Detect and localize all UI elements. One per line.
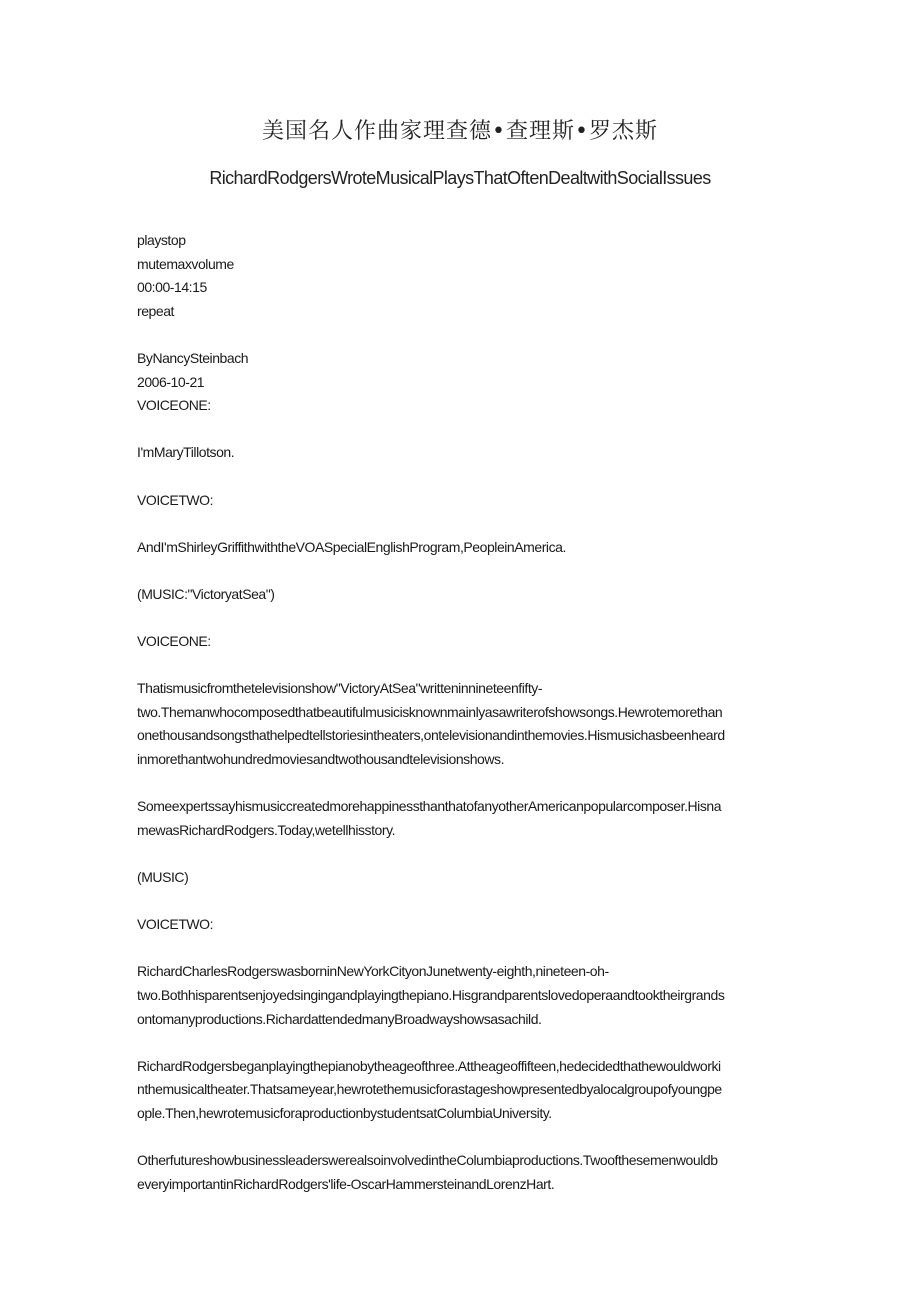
paragraph: [137, 1055, 787, 1126]
paragraph: [137, 960, 787, 1031]
time-readout: 00:00-14:15: [137, 279, 207, 296]
paragraph-line: everyimportantinRichardRodgers'life-OscarHammersteinandLorenzHart.: [137, 1175, 555, 1192]
page-title-chinese: 美国名人作曲家理查德•查理斯•罗杰斯: [262, 119, 658, 144]
article-body: [137, 229, 787, 1196]
paragraph: [137, 677, 787, 771]
dialogue-line: I'mMaryTillotson.: [137, 444, 235, 461]
byline: ByNancySteinbach: [137, 349, 249, 366]
paragraph-line: ontomanyproductions.RichardattendedmanyBroadwayshowsasachild.: [137, 1010, 542, 1027]
paragraph-line: inmorethantwohundredmoviesandtwothousandtelevisionshows.: [137, 751, 505, 768]
paragraph: [137, 795, 787, 842]
paragraph-line: two.Bothhisparentsenjoyedsingingandplayingthepiano.Hisgrandparentslovedoperaandtooktheirgrands: [137, 987, 725, 1003]
repeat-text: repeat: [137, 302, 174, 319]
speaker-label: VOICETWO:: [137, 916, 214, 933]
date: 2006-10-21: [137, 373, 205, 390]
page-title-english: RichardRodgersWroteMusicalPlaysThatOftenDealtwithSocialIssues: [209, 168, 711, 188]
paragraph-line: two.Themanwhocomposedthatbeautifulmusicisknownmainlyasawriterofshowsongs.Hewrotemorethan: [137, 703, 723, 720]
paragraph-line: OtherfutureshowbusinessleaderswerealsoinvolvedintheColumbiaproductions.Twoofthesemenwouldb: [137, 1152, 718, 1169]
mute-volume-text: mutemaxvolume: [137, 255, 234, 272]
paragraph-line: ople.Then,hewrotemusicforaproductionbystudentsatColumbiaUniversity.: [137, 1104, 552, 1121]
paragraph-line: mewasRichardRodgers.Today,wetellhisstory.: [137, 821, 396, 838]
music-cue: (MUSIC:"VictoryatSea"): [137, 585, 275, 602]
paragraph-line: RichardCharlesRodgerswasborninNewYorkCityonJunetwenty-eighth,nineteen-oh-: [137, 963, 609, 980]
paragraph-line: SomeexpertssayhismusiccreatedmorehappinessthanthatofanyotherAmericanpopularcomposer.Hisna: [137, 798, 722, 815]
paragraph-line: onethousandsongsthathelpedtellstoriesintheaters,ontelevisionandinthemovies.Hismusichasbeenheard: [137, 727, 725, 744]
paragraph-line: RichardRodgersbeganplayingthepianobytheageofthree.Attheageoffifteen,hedecidedthathewouldworki: [137, 1057, 721, 1074]
paragraph: [137, 1149, 787, 1196]
speaker-label: VOICETWO:: [137, 491, 214, 508]
music-cue: (MUSIC): [137, 869, 189, 886]
play-stop-text: playstop: [137, 232, 186, 248]
speaker-label: VOICEONE:: [137, 397, 211, 414]
paragraph-line: nthemusicaltheater.Thatsameyear,hewrotethemusicforastageshowpresentedbyalocalgroupofyoungpe: [137, 1081, 722, 1098]
paragraph-line: Thatismusicfromthetelevisionshow"VictoryAtSea"writteninnineteenfifty-: [137, 680, 543, 697]
dialogue-line: AndI'mShirleyGriffithwiththeVOASpecialEnglishProgram,PeopleinAmerica.: [137, 538, 566, 555]
speaker-label: VOICEONE:: [137, 633, 211, 650]
